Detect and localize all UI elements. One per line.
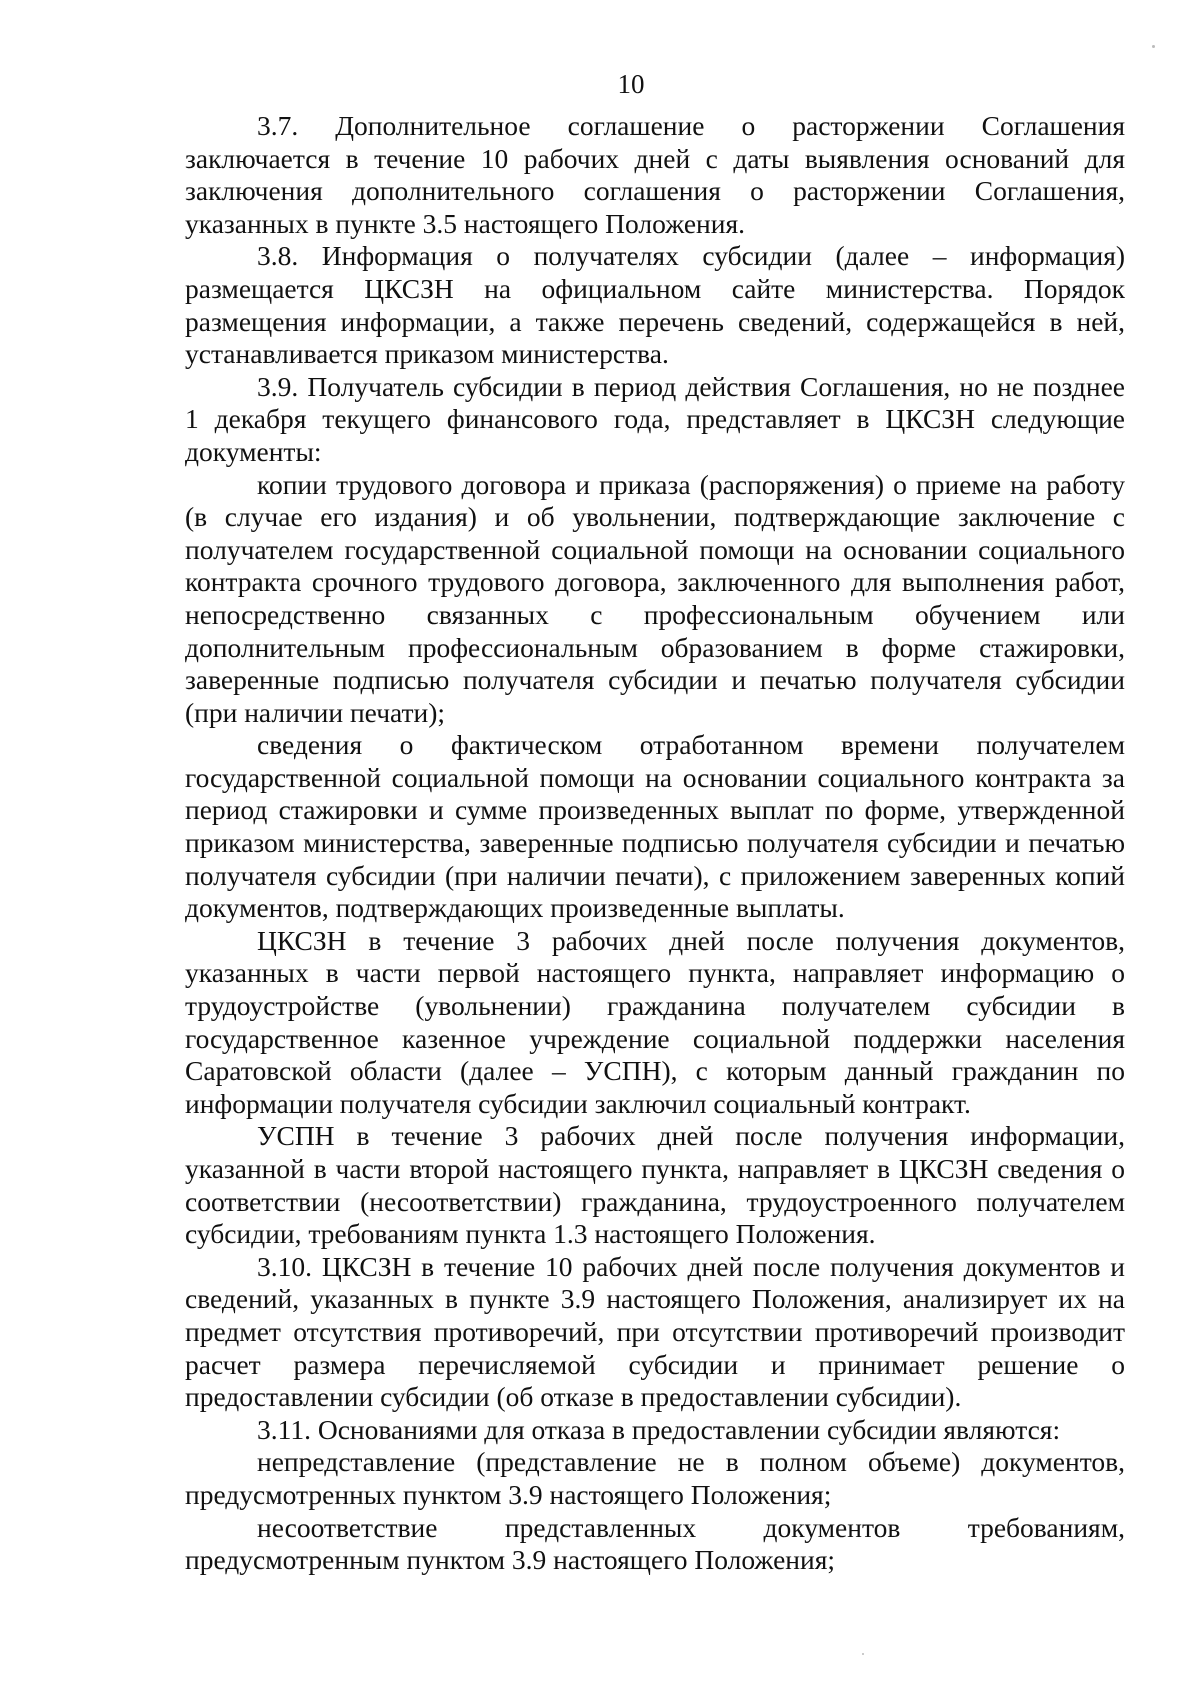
paragraph-3-10: 3.10. ЦКСЗН в течение 10 рабочих дней после получения документов и сведений, указанных в пункте 3.9 настоящего Положения, анализирует их на предмет отсутствия противоречий, при отсутствии противоречий производит расчет размера перечисляемой субсидии и принимает решение о предоставлении субсидии (об отказе в предоставлении субсидии). <box>185 1250 1125 1413</box>
document-body <box>185 110 1125 1577</box>
scan-speck <box>1152 45 1155 48</box>
paragraph-3-9-part-two: ЦКСЗН в течение 3 рабочих дней после получения документов, указанных в части первой настоящего пункта, направляет информацию о трудоустройстве (увольнении) гражданина получателем субсидии в государственное казенное учреждение социальной поддержки населения Саратовской области (далее – УСПН), с которым данный гражданин по информации получателя субсидии заключил социальный контракт. <box>185 924 1125 1119</box>
paragraph-3-7: 3.7. Дополнительное соглашение о расторжении Соглашения заключается в течение 10 рабочих дней с даты выявления оснований для заключения дополнительного соглашения о расторжении Соглашения, указанных в пункте 3.5 настоящего Положения. <box>185 110 1125 239</box>
paragraph-3-11-item-nonsubmission: непредставление (представление не в полном объеме) документов, предусмотренных пунктом 3.9 настоящего Положения; <box>185 1446 1125 1510</box>
paragraph-3-9-item-contracts: копии трудового договора и приказа (распоряжения) о приеме на работу (в случае его издания) и об увольнении, подтверждающие заключение с получателем государственной социальной помощи на основании социального контракта срочного трудового договора, заключенного для выполнения работ, непосредственно связанных с профессиональным обучением или дополнительным профессиональным образованием в форме стажировки, заверенные подписью получателя субсидии и печатью получателя субсидии (при наличии печати); <box>185 468 1125 728</box>
scan-speck <box>862 1653 864 1655</box>
paragraph-3-9-part-three: УСПН в течение 3 рабочих дней после получения информации, указанной в части второй настоящего пункта, направляет в ЦКСЗН сведения о соответствии (несоответствии) гражданина, трудоустроенного получателем субсидии, требованиям пункта 1.3 настоящего Положения. <box>185 1120 1125 1250</box>
paragraph-3-11: 3.11. Основаниями для отказа в предоставлении субсидии являются: <box>257 1413 1061 1445</box>
page-number: 10 <box>617 69 645 99</box>
paragraph-3-11-item-noncompliance: несоответствие представленных документов требованиям, предусмотренным пунктом 3.9 настоящего Положения; <box>185 1511 1125 1576</box>
paragraph-3-8: 3.8. Информация о получателях субсидии (далее – информация) размещается ЦКСЗН на официальном сайте министерства. Порядок размещения информации, а также перечень сведений, содержащейся в ней, устанавливается приказом министерства. <box>185 240 1125 370</box>
paragraph-3-9-item-worktime: сведения о фактическом отработанном времени получателем государственной социальной помощи на основании социального контракта за период стажировки и сумме произведенных выплат по форме, утвержденной приказом министерства, заверенные подписью получателя субсидии и печатью получателя субсидии (при наличии печати), с приложением заверенных копий документов, подтверждающих произведенные выплаты. <box>185 729 1125 924</box>
paragraph-3-9: 3.9. Получатель субсидии в период действия Соглашения, но не позднее 1 декабря текущего финансового года, представляет в ЦКСЗН следующие документы: <box>185 370 1125 467</box>
